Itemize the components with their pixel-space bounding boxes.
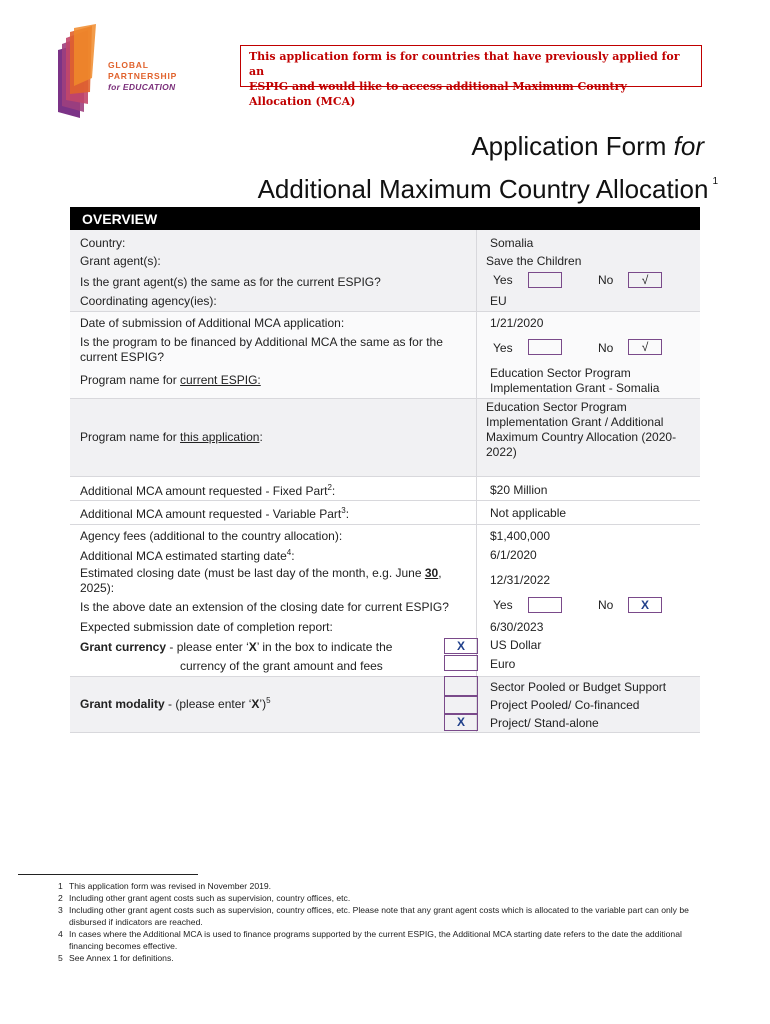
this-name-value-4[interactable]: 2022) [486, 445, 517, 459]
grant-agents-value[interactable]: Save the Children [486, 254, 582, 268]
logo-line-3: for EDUCATION [108, 82, 176, 92]
notice-line-1: This application form is for countries that have previously applied for an [249, 50, 680, 78]
date-submission-label: Date of submission of Additional MCA application: [80, 316, 345, 330]
this-name-value-3[interactable]: Maximum Country Allocation (2020- [486, 430, 677, 444]
footnote-4 [58, 929, 718, 952]
footnote-3 [58, 905, 718, 928]
date-submission-value[interactable]: 1/21/2020 [490, 316, 544, 330]
extension-label: Is the above date an extension of the closing date for current ESPIG? [80, 600, 449, 614]
completion-value[interactable]: 6/30/2023 [490, 620, 544, 634]
same-agent-yes-checkbox[interactable] [528, 272, 562, 288]
modality-label-1: - (please enter ‘ [164, 697, 252, 711]
footnote-rule [18, 874, 198, 875]
modality-opt3-label: Project/ Stand-alone [490, 716, 599, 730]
overview-header: OVERVIEW [70, 207, 700, 230]
modality-opt1-label: Sector Pooled or Budget Support [490, 680, 667, 694]
this-name-value-2[interactable]: Implementation Grant / Additional [486, 415, 664, 429]
variable-part-label-post: : [345, 507, 350, 521]
footnote-text: Including other grant agent costs such as supervision, country offices, etc. Please note that any grant agent costs which is allocated to the variable part can only be disbursed if indicators are reached. [69, 905, 689, 927]
divider [70, 311, 700, 312]
same-program-label-2: current ESPIG? [80, 350, 165, 364]
footnote-text: This application form was revised in November 2019. [69, 881, 272, 891]
closing-date-label-post: , [438, 566, 442, 580]
page-title [257, 128, 718, 207]
footnote-number: 4 [58, 929, 63, 939]
divider [70, 732, 700, 733]
footnote-number: 5 [58, 953, 63, 963]
start-date-label-post: : [291, 549, 295, 563]
fixed-part-footnote-ref: 2 [327, 483, 332, 492]
current-name-value-2[interactable]: Implementation Grant - Somalia [490, 381, 660, 395]
logo-line-1: GLOBAL [108, 60, 149, 70]
gpe-logo-text [108, 60, 177, 93]
currency-label-1: - please enter ‘ [166, 640, 249, 654]
footnote-number: 1 [58, 881, 63, 891]
footnote-text: See Annex 1 for definitions. [69, 953, 174, 963]
same-program-no-label: No [598, 341, 614, 355]
completion-label: Expected submission date of completion report: [80, 620, 333, 634]
footnote-text: Including other grant agent costs such as supervision, country offices, etc. [69, 893, 351, 903]
start-date-label: Additional MCA estimated starting date [80, 549, 287, 563]
currency-euro-checkbox[interactable] [444, 655, 478, 671]
currency-usd-label: US Dollar [490, 638, 542, 652]
title-line-2: Additional Maximum Country Allocation [257, 174, 709, 204]
modality-opt3-checkbox[interactable]: X [444, 714, 478, 731]
same-program-yes-checkbox[interactable] [528, 339, 562, 355]
extension-no-label: No [598, 598, 614, 612]
currency-label-x: X [248, 640, 257, 654]
divider [70, 676, 700, 677]
coordinating-label: Coordinating agency(ies): [80, 294, 217, 308]
same-program-label-1: Is the program to be financed by Additional MCA the same as for the [80, 335, 443, 349]
variable-part-footnote-ref: 3 [341, 506, 346, 515]
currency-usd-checkbox[interactable]: X [444, 638, 478, 654]
divider [70, 398, 700, 399]
divider [70, 500, 700, 501]
logo-line-2: PARTNERSHIP [108, 71, 178, 81]
closing-date-label: Estimated closing date (must be last day of the month, e.g. June [80, 566, 425, 580]
title-footnote-ref: 1 [712, 176, 718, 187]
fixed-part-value[interactable]: $20 Million [490, 483, 548, 497]
extension-no-checkbox[interactable]: X [628, 597, 662, 613]
current-name-value-1[interactable]: Education Sector Program [490, 366, 631, 380]
modality-opt2-checkbox[interactable] [444, 696, 478, 714]
same-program-yes-label: Yes [493, 341, 513, 355]
this-name-label: Program name for [80, 430, 181, 444]
country-label: Country: [80, 236, 126, 250]
modality-opt1-checkbox[interactable] [444, 676, 478, 696]
variable-part-label: Additional MCA amount requested - Variable Part [80, 507, 342, 521]
currency-label-2: ’ in the box to indicate the [256, 640, 393, 654]
same-agent-yes-label: Yes [493, 273, 513, 287]
footnote-number: 2 [58, 893, 63, 903]
modality-footnote-ref: 5 [266, 696, 271, 705]
closing-date-label-underlined: 30 [424, 566, 439, 580]
modality-label-x: X [251, 697, 260, 711]
fixed-part-label-post: : [331, 484, 336, 498]
extension-yes-label: Yes [493, 598, 513, 612]
same-agent-no-checkbox[interactable]: √ [628, 272, 662, 288]
closing-date-value[interactable]: 12/31/2022 [490, 573, 551, 587]
currency-euro-label: Euro [490, 657, 516, 671]
this-name-label-underlined: this application [180, 430, 260, 444]
footnote-2 [58, 893, 718, 905]
eligibility-notice [240, 45, 702, 108]
country-value[interactable]: Somalia [490, 236, 534, 250]
current-name-label: Program name for [80, 373, 181, 387]
extension-yes-checkbox[interactable] [528, 597, 562, 613]
footnote-text: In cases where the Additional MCA is used to finance programs supported by the current ESPIG, the Additional MCA starting date refers to the date the additional financing becomes effective. [69, 929, 682, 951]
divider [70, 524, 700, 525]
divider [70, 476, 700, 477]
same-agent-label: Is the grant agent(s) the same as for the current ESPIG? [80, 275, 381, 289]
agency-fees-label: Agency fees (additional to the country allocation): [80, 529, 343, 543]
notice-line-2: ESPIG and would like to access additional Maximum Country Allocation (MCA) [249, 80, 627, 108]
agency-fees-value[interactable]: $1,400,000 [490, 529, 551, 543]
variable-part-value[interactable]: Not applicable [490, 506, 567, 520]
footnote-number: 3 [58, 905, 63, 915]
title-line-1: Application Form [471, 131, 674, 161]
currency-label-3: currency of the grant amount and fees [180, 659, 383, 673]
closing-date-label-2: 2025): [80, 581, 115, 595]
this-name-label-post: : [259, 430, 263, 444]
start-date-value[interactable]: 6/1/2020 [490, 548, 537, 562]
same-agent-no-label: No [598, 273, 614, 287]
title-line-1-italic: for [673, 131, 704, 161]
same-program-no-checkbox[interactable]: √ [628, 339, 662, 355]
currency-label-bold: Grant currency [80, 640, 167, 654]
modality-opt2-label: Project Pooled/ Co-financed [490, 698, 640, 712]
this-name-value-1[interactable]: Education Sector Program [486, 400, 627, 414]
footnote-5 [58, 953, 718, 965]
start-date-footnote-ref: 4 [286, 548, 292, 557]
modality-label-2: ’) [259, 697, 267, 711]
current-name-label-underlined: current ESPIG: [180, 373, 261, 387]
grant-agents-label: Grant agent(s): [80, 254, 161, 268]
coordinating-value[interactable]: EU [490, 294, 507, 308]
modality-label-bold: Grant modality [80, 697, 165, 711]
fixed-part-label: Additional MCA amount requested - Fixed Part [80, 484, 328, 498]
footnote-1 [58, 881, 718, 893]
